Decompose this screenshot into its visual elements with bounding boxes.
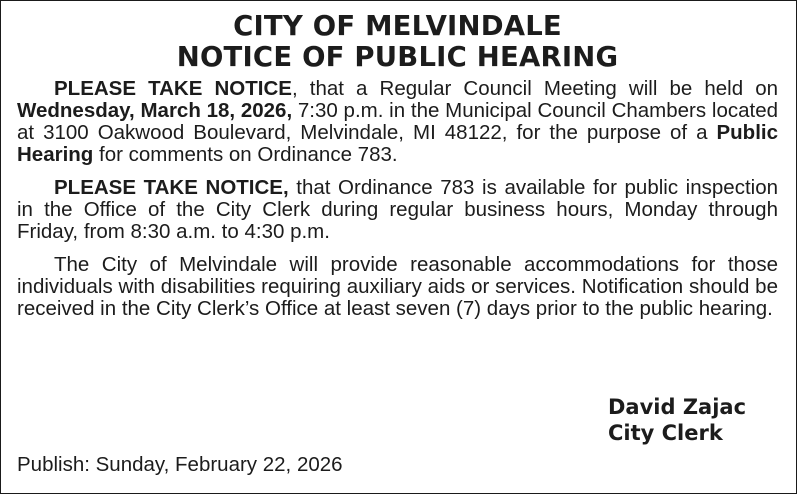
meeting-text-1: , that a Regular Council Meeting will be held on <box>291 77 779 100</box>
inspection-lead: PLEASE TAKE NOTICE, <box>54 176 289 199</box>
notice-lead: PLEASE TAKE NOTICE <box>54 77 292 100</box>
paragraph-accommodations: The City of Melvindale will provide reasonable accommodations for those individuals with disabilities requiring auxiliary aids or services. Notification should be received in the City Clerk’s Office at least seven (7) days prior to the public hearing. <box>17 253 778 320</box>
notice-heading <box>17 11 778 73</box>
clerk-name: David Zajac <box>608 395 747 419</box>
clerk-title: City Clerk <box>608 421 723 445</box>
publish-date: Publish: Sunday, February 22, 2026 <box>17 453 343 476</box>
meeting-text-2: 7:30 p.m. in the Municipal Council Chambers located at 3100 Oakwood Boulevard, Melvindale, MI 48122, for the purpose of a <box>17 99 778 144</box>
heading-city: CITY OF MELVINDALE <box>233 10 562 42</box>
paragraph-ordinance-inspection <box>17 177 778 243</box>
meeting-text-3: for comments on Ordinance 783. <box>93 143 398 166</box>
signature-block <box>608 394 746 446</box>
meeting-date: Wednesday, March 18, 2026, <box>17 99 293 122</box>
paragraph-meeting-notice <box>17 78 778 166</box>
inspection-text: that Ordinance 783 is available for public inspection in the Office of the City Clerk during regular business hours, Monday through Friday, from 8:30 a.m. to 4:30 p.m. <box>17 176 778 243</box>
heading-title: NOTICE OF PUBLIC HEARING <box>176 41 619 73</box>
public-hearing-label: Public Hearing <box>17 121 778 166</box>
